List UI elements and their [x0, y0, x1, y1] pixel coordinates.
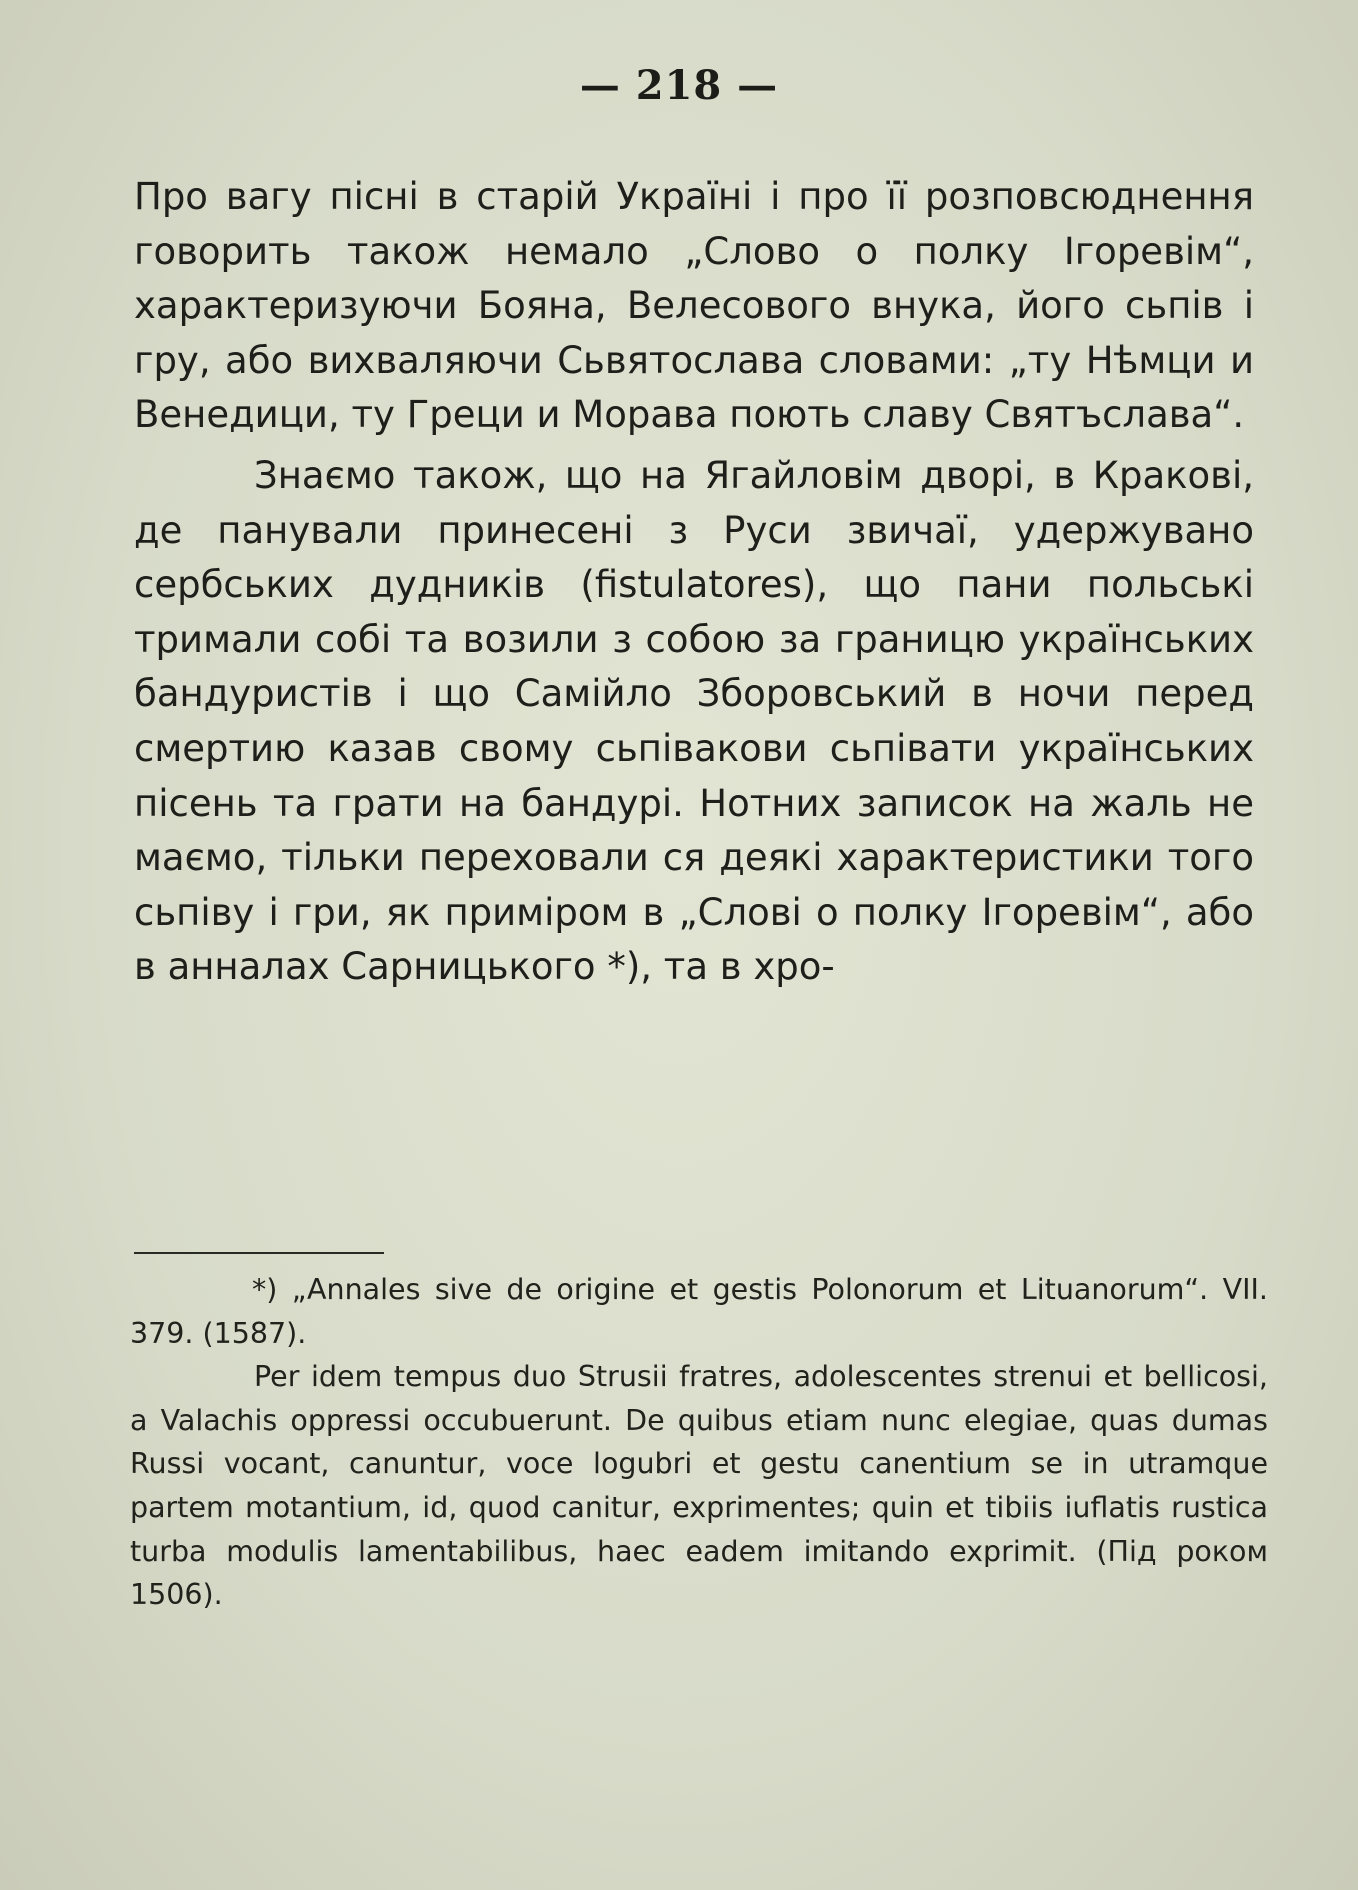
footnote-quotation: Per idem tempus duo Strusii fratres, adolescentes strenui et bellicosi, a Valachis oppressi occubuerunt. De quibus etiam nunc elegiae, quas dumas Russi vocant, canuntur, voce logubri et gestu canentium se in utramque partem motantium, id, quod canitur, exprimentes; quin et tibiis iuflatis rustica turba modulis lamentabilibus, haec eadem imitando exprimit. (Під роком 1506).: [130, 1360, 1268, 1612]
page-number: — 218 —: [579, 62, 779, 109]
main-text: [134, 170, 1254, 995]
footnote-divider: [134, 1252, 384, 1254]
footnotes: [130, 1268, 1268, 1617]
body-paragraph-2: Знаємо також, що на Ягайловім дворі, в Кракові, де панували принесені з Руси звичаї, удержувано сербських дудників (fistulatores), що пани польські тримали собі та возили з собою за границю українських бандуристів і що Самійло Зборовський в ночи перед смертию казав свому сьпівакови сьпівати українських пісень та грати на бандурі. Нотних записок на жаль не маємо, тільки переховали ся деякі характеристики того сьпіву і гри, як приміром в „Слові о полку Ігоревім“, або в анналах Сарницького *), та в хро-: [134, 453, 1254, 989]
footnote-citation: *) „Annales sive de origine et gestis Polonorum et Lituanorum“. VII. 379. (1587).: [130, 1273, 1268, 1350]
body-paragraph-1: Про вагу пісні в старій Україні і про її розповсюднення говорить також немало „Слово о полку Ігоревім“, характеризуючи Бояна, Велесового внука, його сьпів і гру, або вихваляючи Сьвятослава словами: „ту Нѣмци и Венедици, ту Греци и Морава поють славу Святъслава“.: [134, 175, 1254, 437]
